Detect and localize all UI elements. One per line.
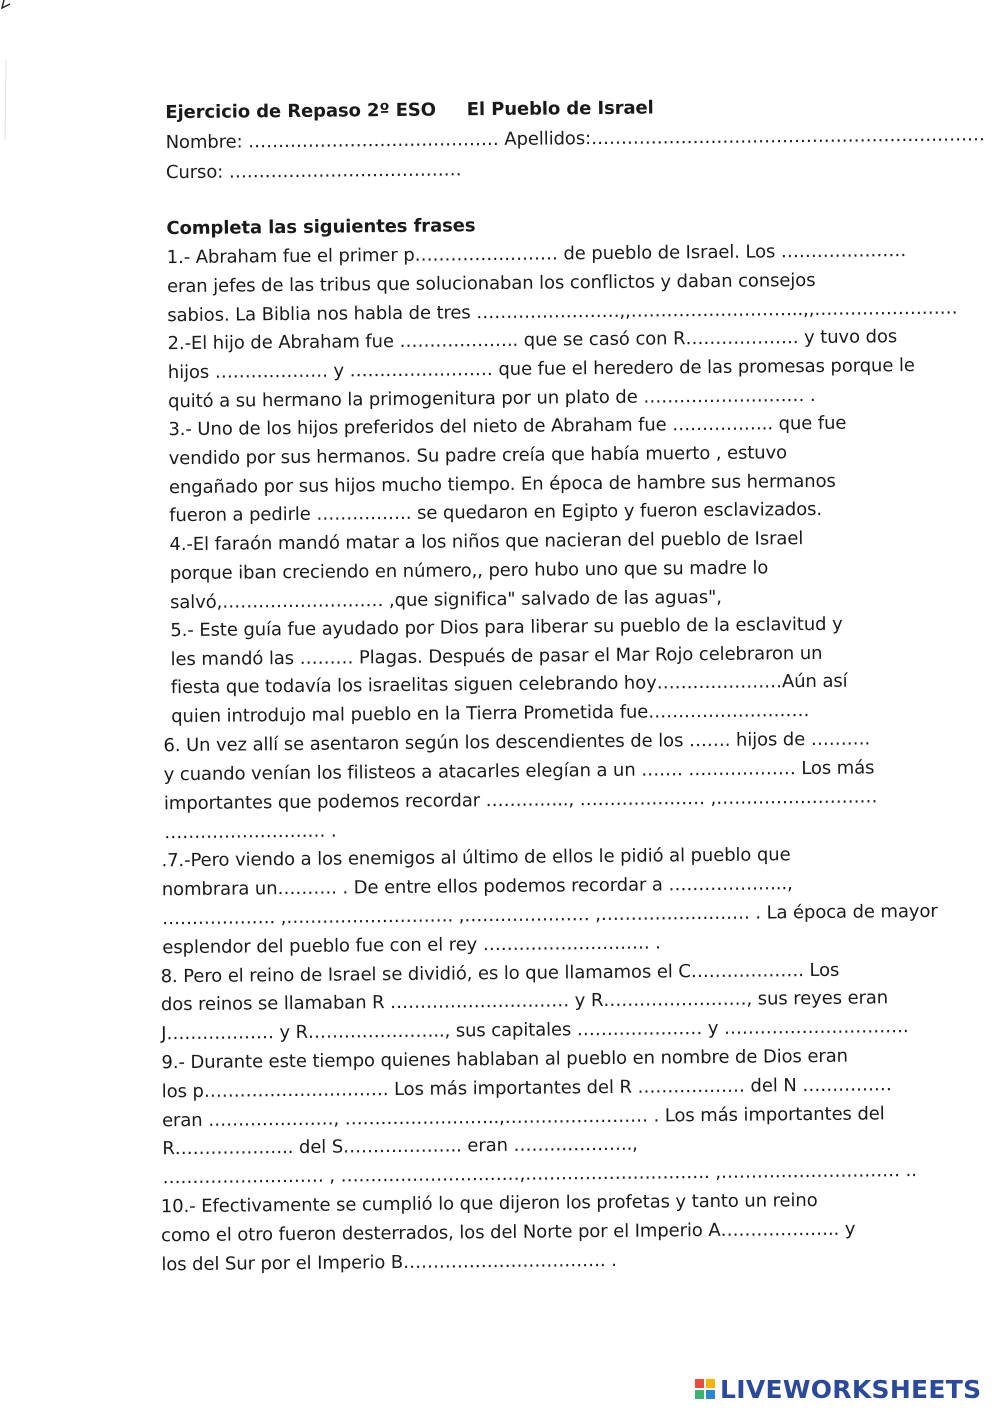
exercise-line: fueron a pedirle ……………. se quedaron en Egipto y fueron esclavizados.	[169, 498, 823, 527]
exercise-line: importantes que podemos recordar ………….., ………………… ,………………………	[163, 786, 878, 815]
exercise-line: 8. Pero el reino de Israel se dividió, es lo que llamamos el C………………. Los	[160, 959, 840, 988]
exercise-line: ………………. ,………………………. ,………………… ,……………………. . La época de mayor	[161, 900, 938, 930]
name-field-line: Nombre: …………………………………… Apellidos:…………………………………………………………	[165, 124, 985, 154]
exercise-line: J……………… y R………………….., sus capitales ………………… y ………………………….	[161, 1016, 909, 1045]
exercise-line: 10.- Efectivamente se cumplió lo que dijeron los profetas y tanto un reino	[160, 1189, 818, 1218]
exercise-line: eran jefes de las tribus que solucionaban los conflictos y daban consejos	[166, 269, 816, 298]
exercise-line: 5.- Este guía fue ayudado por Dios para liberar su pueblo de la esclavitud y	[170, 613, 843, 642]
exercise-line: salvó,……………………… ,que significa" salvado de las aguas",	[169, 586, 722, 614]
exercise-line: los del Sur por el Imperio B……………………………. .	[161, 1249, 617, 1276]
instructions-heading: Completa las siguientes frases	[166, 215, 476, 240]
exercise-line: quien introdujo mal pueblo en la Tierra Prometida fue………………………	[171, 700, 810, 728]
exercise-line: 4.-El faraón mandó matar a los niños que nacieran del pueblo de Israel	[169, 528, 804, 556]
liveworksheets-logo-icon	[694, 1377, 716, 1401]
exercise-line: sabios. La Biblia nos habla de tres ……………………,,………………………..,,……………………	[167, 297, 958, 327]
course-field-line: Curso: …………………………………	[165, 159, 462, 184]
exercise-line: vendido por sus hermanos. Su padre creía que había muerto , estuvo	[168, 442, 788, 470]
exercise-line: ……………………… , …………………………,…………………………. ,………………………… ..	[162, 1160, 917, 1189]
exercise-line: .7.-Pero viendo a los enemigos al último de ellos le pidió al pueblo que	[161, 844, 791, 872]
exercise-line: 3.- Uno de los hijos preferidos del nieto de Abraham fue …………….. que fue	[168, 412, 847, 441]
exercise-line: eran …………………, ……………………..,…………………… . Los más importantes del	[161, 1103, 885, 1132]
exercise-line: como el otro fueron desterrados, los del Norte por el Imperio A……………….. y	[161, 1218, 856, 1247]
exercise-line: R……………….. del S……………….. eran ………………..,	[162, 1133, 638, 1160]
exercise-line: 6. Un vez allí se asentaron según los descendientes de los ……. hijos de ……….	[163, 728, 871, 757]
worksheet-title: Ejercicio de Repaso 2º ESO El Pueblo de Israel	[165, 97, 654, 124]
exercise-line: 2.-El hijo de Abraham fue ……………….. que se casó con R………………. y tuvo dos	[167, 326, 898, 355]
exercise-line: dos reinos se llamaban R ………………………… y R……………………, sus reyes eran	[160, 987, 889, 1016]
exercise-line: les mandó las ……… Plagas. Después de pasar el Mar Rojo celebraron un	[170, 642, 823, 671]
exercise-line: los p…………………………. Los más importantes del R ……………… del N ……………	[161, 1074, 892, 1103]
exercise-line: esplendor del pueblo fue con el rey ………………………. .	[162, 932, 661, 959]
exercise-line: hijos ………………. y …………………… que fue el heredero de las promesas porque le	[167, 355, 915, 384]
liveworksheets-logo-text: LIVEWORKSHEETS	[720, 1374, 982, 1404]
liveworksheets-logo	[694, 1374, 981, 1404]
exercise-line: porque iban creciendo en número,, pero hubo uno que su madre lo	[169, 557, 769, 585]
exercise-line: quitó a su hermano la primogenitura por un plato de ……………………… .	[168, 384, 816, 413]
exercise-line: 1.- Abraham fue el primer p…………………… de pueblo de Israel. Los …………………	[166, 240, 907, 269]
exercise-line: engañado por sus hijos mucho tiempo. En época de hambre sus hermanos	[168, 470, 836, 499]
exercise-line: ……………………… .	[164, 820, 337, 844]
exercise-line: y cuando venían los filisteos a atacarles elegían a un ……. ……………… Los más	[163, 757, 875, 786]
exercise-line: nombrara un………. . De entre ellos podemos recordar a ………………..,	[161, 873, 793, 901]
exercise-line: 9.- Durante este tiempo quienes hablaban al pueblo en nombre de Dios eran	[161, 1045, 849, 1074]
exercise-line: fiesta que todavía los israelitas siguen celebrando hoy…………………Aún así	[170, 670, 848, 699]
